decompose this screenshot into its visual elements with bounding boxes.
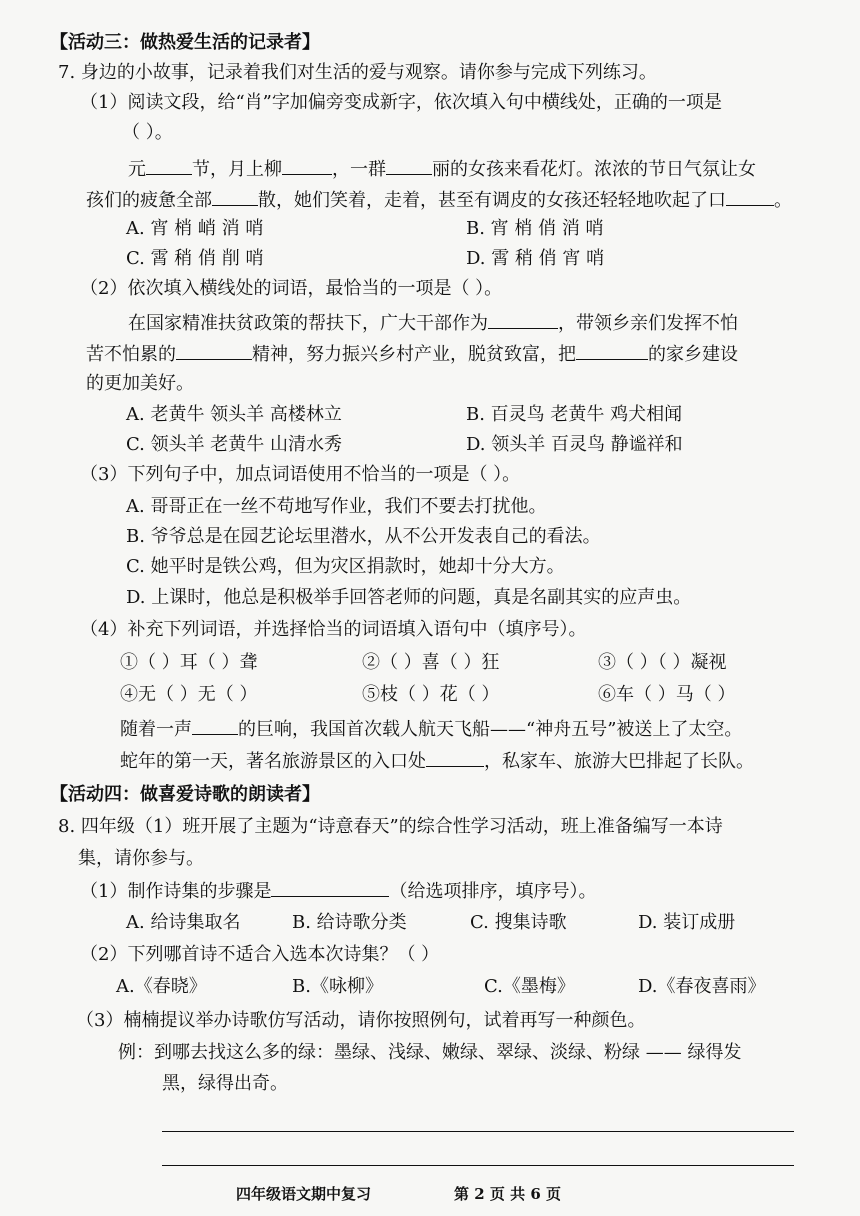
q8-1-option-b: B. 给诗歌分类: [292, 912, 407, 933]
footer-title: 四年级语文期中复习: [236, 1185, 372, 1203]
q7-2-passage-line1: [128, 310, 738, 337]
q7-2-stem: （2）依次填入横线处的词语，最恰当的一项是（ ）。: [80, 278, 503, 299]
q7-3-option-d: D. 上课时，他总是积极举手回答老师的问题，真是名副其实的应声虫。: [126, 587, 692, 608]
q7-stem: 7. 身边的小故事，记录着我们对生活的爱与观察。请你参与完成下列练习。: [58, 62, 657, 83]
q8-stem-line2: 集，请你参与。: [78, 848, 204, 869]
q7-3-option-a: A. 哥哥正在一丝不苟地写作业，我们不要去打扰他。: [126, 496, 547, 517]
q7-3-option-b: B. 爷爷总是在园艺论坛里潜水，从不公开发表自己的看法。: [126, 526, 601, 547]
passage-text: ，一群: [332, 159, 386, 180]
q8-1-option-c: C. 搜集诗歌: [470, 912, 567, 933]
q7-1-passage-line1: [128, 156, 756, 183]
fill-blank[interactable]: [146, 156, 192, 175]
q7-3-option-c: C. 她平时是铁公鸡，但为灾区捐款时，她却十分大方。: [126, 556, 565, 577]
passage-text: 孩们的疲惫全部: [86, 190, 212, 211]
passage-text: 在国家精准扶贫政策的帮扶下，广大干部作为: [128, 313, 488, 334]
question-text: （给选项排序，填序号）。: [389, 881, 597, 902]
idiom-4: ④无（ ）无（ ）: [120, 684, 258, 705]
q8-3-example-line1: 例：到哪去找这么多的绿：墨绿、浅绿、嫩绿、翠绿、淡绿、粉绿 —— 绿得发: [118, 1042, 742, 1063]
q8-3-stem: （3）楠楠提议举办诗歌仿写活动，请你按照例句，试着再写一种颜色。: [76, 1010, 646, 1031]
q7-1-option-c: C. 霄 稍 俏 削 哨: [126, 248, 264, 269]
fill-blank[interactable]: [386, 156, 432, 175]
q7-1-answer-paren: （ ）。: [122, 122, 173, 143]
answer-line-1[interactable]: [162, 1131, 794, 1132]
q7-4-sentence-1: [120, 716, 742, 743]
sentence-text: 随着一声: [120, 719, 192, 740]
q7-1-passage-line2: [86, 187, 792, 214]
passage-text: 苦不怕累的: [86, 344, 176, 365]
passage-text: 的家乡建设: [648, 344, 738, 365]
fill-blank[interactable]: [212, 187, 258, 206]
q8-1-option-d: D. 装订成册: [638, 912, 736, 933]
fill-blank[interactable]: [576, 341, 648, 360]
q7-1-stem: （1）阅读文段，给“肖”字加偏旁变成新字，依次填入句中横线处，正确的一项是: [80, 92, 722, 113]
sentence-text: 的巨响，我国首次载人航天飞船——“神舟五号”被送上了太空。: [238, 719, 743, 740]
fill-blank[interactable]: [176, 341, 252, 360]
idiom-5: ⑤枝（ ）花（ ）: [362, 684, 500, 705]
q7-1-option-b: B. 宵 梢 俏 消 哨: [466, 218, 604, 239]
q7-2-option-c: C. 领头羊 老黄牛 山清水秀: [126, 434, 343, 455]
fill-blank[interactable]: [488, 310, 558, 329]
q8-2-option-a: A.《春晓》: [116, 976, 207, 997]
passage-text: 散，她们笑着，走着，甚至有调皮的女孩还轻轻地吹起了口: [258, 190, 726, 211]
passage-text: 。: [774, 190, 792, 211]
q8-1-stem: [80, 878, 596, 905]
q7-2-option-b: B. 百灵鸟 老黄牛 鸡犬相闻: [466, 404, 683, 425]
q8-1-option-a: A. 给诗集取名: [126, 912, 241, 933]
footer-page-number: 第 2 页 共 6 页: [454, 1185, 561, 1203]
q8-2-option-b: B.《咏柳》: [292, 976, 383, 997]
idiom-2: ②（ ）喜（ ）狂: [362, 652, 500, 673]
q7-1-option-a: A. 宵 梢 峭 消 哨: [126, 218, 264, 239]
fill-blank[interactable]: [282, 156, 332, 175]
q7-3-stem: （3）下列句子中，加点词语使用不恰当的一项是（ ）。: [80, 464, 521, 485]
q8-stem-line1: 8. 四年级（1）班开展了主题为“诗意春天”的综合性学习活动，班上准备编写一本诗: [58, 816, 723, 837]
fill-blank[interactable]: [271, 878, 389, 897]
q7-4-stem: （4）补充下列词语，并选择恰当的词语填入语句中（填序号）。: [80, 619, 587, 640]
q7-2-option-d: D. 领头羊 百灵鸟 静谧祥和: [466, 434, 683, 455]
question-text: （1）制作诗集的步骤是: [80, 881, 272, 902]
sentence-text: 蛇年的第一天，著名旅游景区的入口处: [120, 751, 426, 772]
passage-text: ，带领乡亲们发挥不怕: [558, 313, 738, 334]
idiom-1: ①（ ）耳（ ）聋: [120, 652, 258, 673]
q8-3-example-line2: 黑，绿得出奇。: [162, 1073, 288, 1094]
fill-blank[interactable]: [192, 716, 238, 735]
idiom-6: ⑥车（ ）马（ ）: [598, 684, 736, 705]
activity4-heading: 【活动四：做喜爱诗歌的朗读者】: [50, 784, 320, 805]
answer-line-2[interactable]: [162, 1165, 794, 1166]
sentence-text: ，私家车、旅游大巴排起了长队。: [484, 751, 754, 772]
passage-text: 丽的女孩来看花灯。浓浓的节日气氛让女: [432, 159, 756, 180]
q8-2-option-c: C.《墨梅》: [484, 976, 575, 997]
q8-2-option-d: D.《春夜喜雨》: [638, 976, 766, 997]
passage-text: 节，月上柳: [192, 159, 282, 180]
q7-1-option-d: D. 霄 稍 俏 宵 哨: [466, 248, 605, 269]
idiom-3: ③（ ）（ ）凝视: [598, 652, 727, 673]
activity3-heading: 【活动三：做热爱生活的记录者】: [50, 32, 320, 53]
q7-2-option-a: A. 老黄牛 领头羊 高楼林立: [126, 404, 342, 425]
fill-blank[interactable]: [426, 748, 484, 767]
fill-blank[interactable]: [726, 187, 774, 206]
q8-2-stem: （2）下列哪首诗不适合入选本次诗集？（ ）: [80, 944, 440, 965]
q7-4-sentence-2: [120, 748, 754, 775]
q7-2-passage-line3: 的更加美好。: [86, 373, 194, 394]
q7-2-passage-line2: [86, 341, 738, 368]
passage-text: 精神，努力振兴乡村产业，脱贫致富，把: [252, 344, 576, 365]
passage-text: 元: [128, 159, 146, 180]
